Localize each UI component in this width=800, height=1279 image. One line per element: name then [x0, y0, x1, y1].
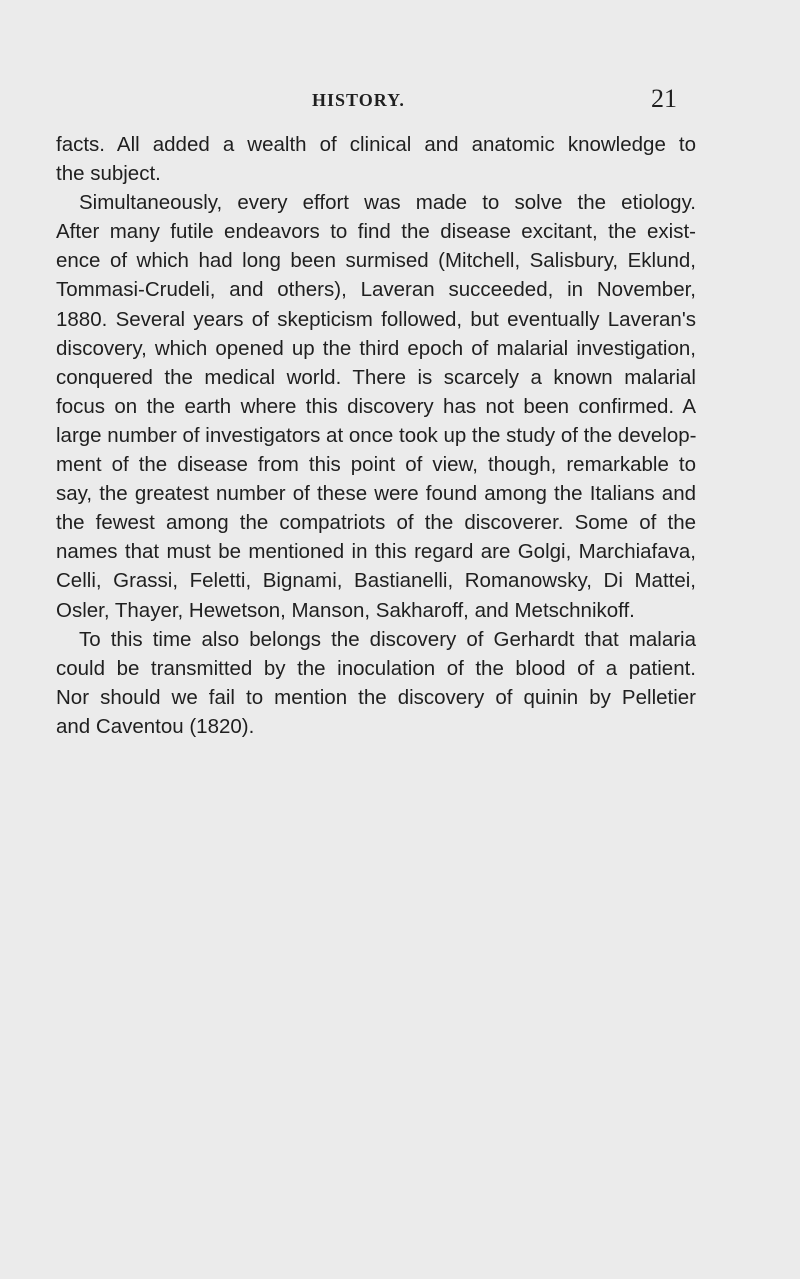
text-line: facts. All added a wealth of clinical and anatomic knowledge to — [56, 133, 696, 156]
text-line: discovery, which opened up the third epoch of malarial investigation, — [56, 336, 696, 360]
running-head — [0, 84, 800, 114]
text-line: and Caventou (1820). — [56, 714, 255, 738]
text-line: Tommasi-Crudeli, and others), Laveran succeeded, in November, — [56, 278, 696, 302]
text-line: could be transmitted by the inoculation of the blood of a patient. — [56, 656, 696, 680]
text-line: say, the greatest number of these were found among the Italians and — [56, 482, 696, 506]
text-line: Celli, Grassi, Feletti, Bignami, Bastianelli, Romanowsky, Di Mattei, — [56, 569, 696, 593]
text-line: conquered the medical world. There is scarcely a known malarial — [56, 365, 696, 389]
body-text — [56, 130, 696, 741]
paragraph-3 — [56, 625, 696, 741]
text-line: ence of which had long been surmised (Mitchell, Salisbury, Eklund, — [56, 249, 696, 273]
text-line: Simultaneously, every effort was made to solve the etiology. — [79, 191, 696, 215]
text-line: 1880. Several years of skepticism followed, but eventually Laveran's — [56, 307, 696, 331]
paragraph-1 — [56, 130, 696, 188]
text-line: focus on the earth where this discovery has not been confirmed. A — [56, 394, 696, 418]
text-line: ment of the disease from this point of view, though, remarkable to — [56, 453, 696, 477]
text-line: names that must be mentioned in this regard are Golgi, Marchiafava, — [56, 540, 696, 564]
paragraph-2 — [56, 188, 696, 624]
text-line: the subject. — [56, 162, 161, 186]
text-line: After many futile endeavors to find the disease excitant, the exist- — [56, 220, 696, 244]
chapter-title: HISTORY. — [312, 90, 405, 110]
text-line: Nor should we fail to mention the discovery of quinin by Pelletier — [56, 685, 696, 709]
text-line: the fewest among the compatriots of the discoverer. Some of the — [56, 511, 696, 535]
text-line: To this time also belongs the discovery of Gerhardt that malaria — [79, 627, 696, 651]
page-number: 21 — [651, 84, 677, 113]
text-line: Osler, Thayer, Hewetson, Manson, Sakharoff, and Metschnikoff. — [56, 598, 635, 622]
text-line: large number of investigators at once took up the study of the develop- — [56, 423, 697, 447]
